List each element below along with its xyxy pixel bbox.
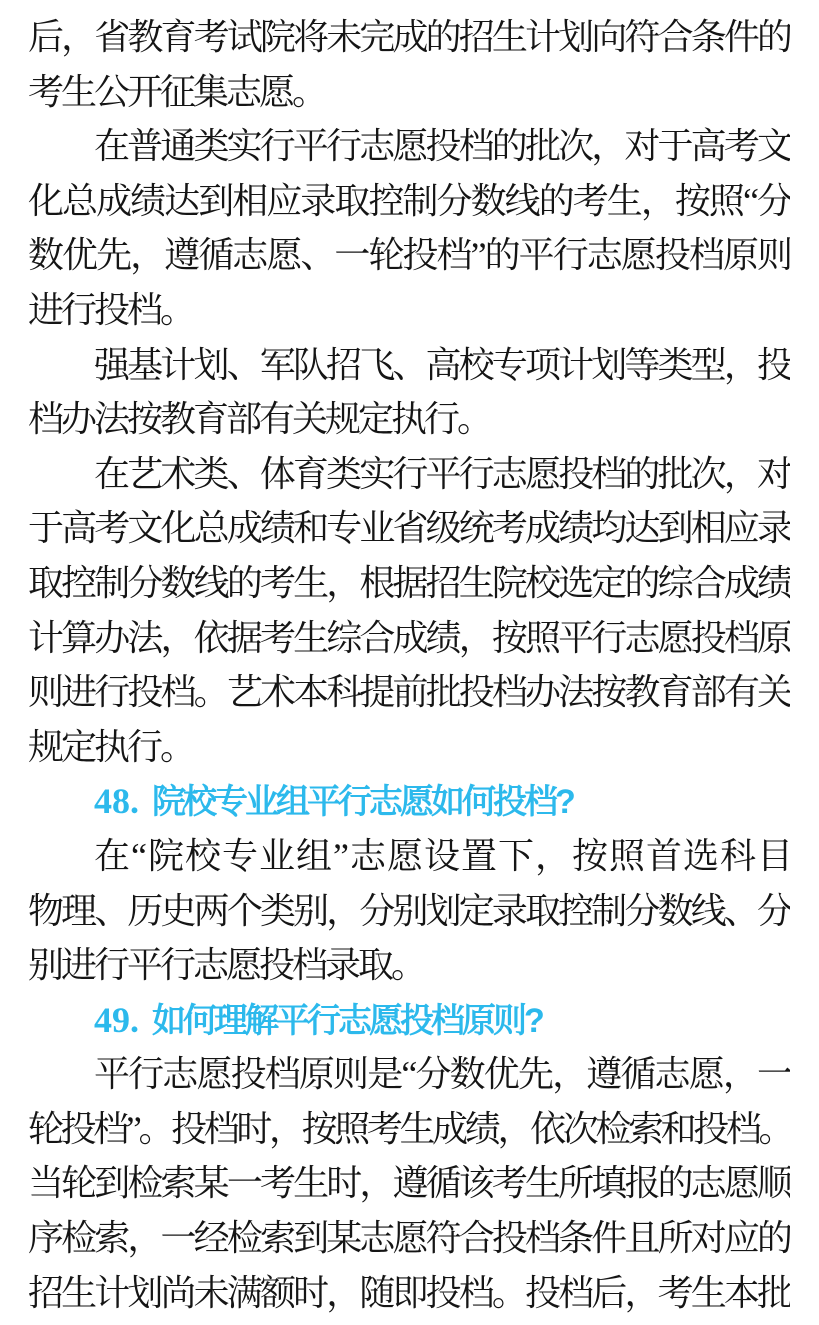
question-title: 如何理解平行志愿投档原则? bbox=[152, 1001, 542, 1040]
question-number: 48. bbox=[94, 781, 139, 822]
text-line: 轮投档”。投档时，按照考生成绩，依次检索和投档。 bbox=[28, 1108, 790, 1149]
text-line: 于高考文化总成绩和专业省级统考成绩均达到相应录 bbox=[28, 508, 790, 549]
text-line: 别进行平行志愿投档录取。 bbox=[28, 945, 425, 986]
text-line: 平行志愿投档原则是“分数优先，遵循志愿，一 bbox=[94, 1054, 790, 1095]
text-line: 进行投档。 bbox=[28, 289, 194, 330]
text-line: 考生公开征集志愿。 bbox=[28, 71, 326, 112]
text-line: 取控制分数线的考生，根据招生院校选定的综合成绩 bbox=[28, 562, 790, 603]
text-line: 在“院校专业组”志愿设置下，按照首选科目 bbox=[94, 835, 790, 876]
text-line: 档办法按教育部有关规定执行。 bbox=[28, 399, 491, 440]
question-title: 院校专业组平行志愿如何投档? bbox=[152, 783, 573, 822]
text-line: 强基计划、军队招飞、高校专项计划等类型，投 bbox=[94, 344, 790, 385]
question-heading-48 bbox=[28, 774, 790, 829]
question-heading-49 bbox=[28, 993, 790, 1048]
question-number: 49. bbox=[94, 999, 139, 1040]
text-line: 后，省教育考试院将未完成的招生计划向符合条件的 bbox=[28, 17, 790, 57]
text-line: 当轮到检索某一考生时，遵循该考生所填报的志愿顺 bbox=[28, 1163, 790, 1204]
text-line: 数优先，遵循志愿、一轮投档”的平行志愿投档原则 bbox=[28, 235, 790, 276]
text-line: 在普通类实行平行志愿投档的批次，对于高考文 bbox=[94, 126, 790, 167]
text-line: 规定执行。 bbox=[28, 726, 194, 767]
text-line: 序检索，一经检索到某志愿符合投档条件且所对应的 bbox=[28, 1218, 790, 1259]
text-line: 物理、历史两个类别，分别划定录取控制分数线、分 bbox=[28, 890, 790, 931]
text-line: 化总成绩达到相应录取控制分数线的考生，按照“分 bbox=[28, 180, 790, 221]
text-line: 则进行投档。艺术本科提前批投档办法按教育部有关 bbox=[28, 672, 790, 713]
text-line: 招生计划尚未满额时，随即投档。投档后，考生本批 bbox=[28, 1272, 790, 1313]
text-line: 在艺术类、体育类实行平行志愿投档的批次，对 bbox=[94, 453, 790, 494]
text-line: 计算办法，依据考生综合成绩，按照平行志愿投档原 bbox=[28, 617, 790, 658]
